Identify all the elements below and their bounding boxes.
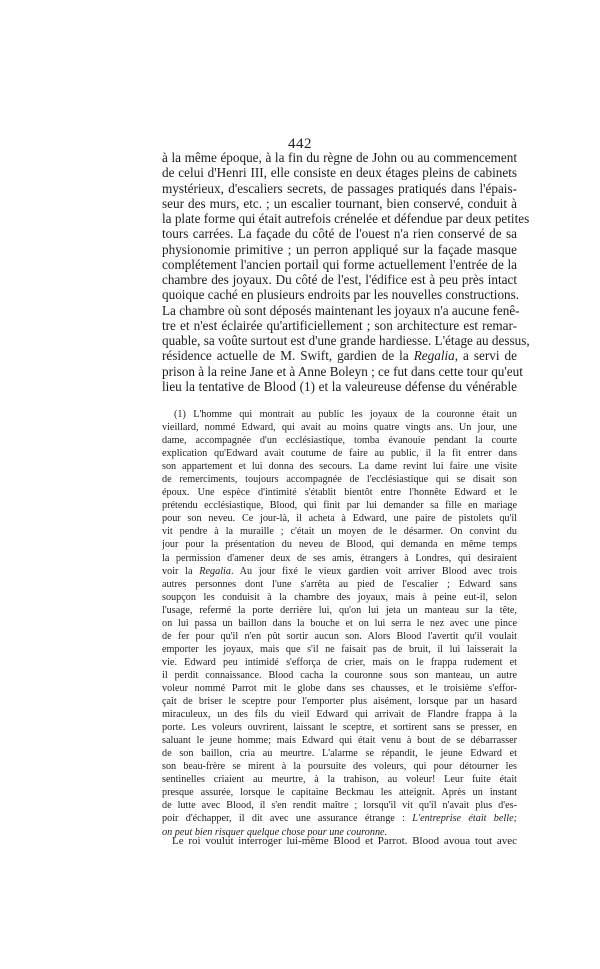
footnote-line: son appartement et lui donna des secours. La dame revint lui faire une visite [162,461,517,473]
main-line: lieu la tentative de Blood (1) et la valeureuse défense du vénérable [162,378,517,394]
main-line: La chambre où sont déposés maintenant les joyaux n'a aucune fenê- [162,302,520,318]
footnote-line: on lui passa un baillon dans la bouche et on lui serra le nez avec une pince [162,617,517,629]
continuation-line: Le roi voulut interroger lui-même Blood et Parrot. Blood avoua tout avec [172,835,517,847]
footnote-line: vie. Edward peu intimidé s'efforça de crier, mais on le frappa rudement et [162,656,517,668]
main-line: à la même époque, à la fin du règne de John ou au commencement [162,150,517,165]
footnote-line: la permission d'amener deux de ses amis, étrangers à Londres, qui desiraient [162,552,517,564]
footnote-line: voleur nommé Parrot mit le globe dans ses chausses, et le troisième s'effor- [162,682,517,694]
main-line-part: , a servi de [454,348,518,364]
main-line: la plate forme qui était autrefois crénelée et défendue par deux petites [162,211,530,226]
regalia-italic: Regalia [413,348,455,364]
footnote-line: sentinelles criaient au meurtre, à la trahison, au voleur! Leur fuite était [162,774,517,786]
main-line: quoique caché en plusieurs endroits par les nouvelles constructions. [162,287,520,303]
footnote-line: soupçon les conduisit à la chambre des joyaux, mais à peine eut-il, selon [162,591,517,603]
footnote-line: de fer pour qu'il n'en pût sortir aucun son. Alors Blood l'avertit qu'il voulait [162,630,517,642]
footnote-line: jour pour la présentation du neveu de Blood, qui demanda en même temps [162,539,517,551]
footnote-line: saluant le jeune homme; mais Edward qui était venu à bout de se débarrasser [162,735,517,747]
main-line: quable, sa voûte surtout est d'une grande hardiesse. L'étage au dessus, [162,333,530,348]
footnote-quote-italic: L'entreprise était belle; [412,813,517,825]
footnote-line-part: poir d'échapper, il dit avec une assurance étrange : [162,813,405,825]
footnote-line: dame, accompagnée d'un ecclésiastique, tomba évanouie pendant la courte [162,435,517,447]
footnote-line: de remerciments, toujours accompagnée de l'ecclésiastique qui se disait son [162,474,517,486]
main-line: seur des murs, etc. ; un escalier tournant, bien conservé, conduit à [162,195,517,211]
main-line: mystérieux, d'escaliers secrets, de passages pratiqués dans l'épais- [162,180,517,196]
footnote-line: de lutte avec Blood, il s'en rendit maître ; lorsqu'il vit qu'il n'avait plus d'es- [162,800,517,812]
regalia-italic: Regalia [199,565,231,577]
footnote-block [162,408,517,839]
footnote-line-part: . Au jour fixé le vieux gardien voit arriver Blood avec trois [230,565,517,577]
footnote-line: çait de briser le sceptre pour l'emporter plus aisément, lorsque par un hasard [162,696,517,708]
footnote-line: son beau-frère se mirent à la poursuite des voleurs, qui pour détourner les [162,761,517,773]
footnote-quote-italic: on peut bien risquer quelque chose pour une couronne. [162,826,388,838]
main-line-part: résidence actuelle de M. Swift, gardien de la [162,348,409,364]
main-line: physionomie primitive ; un perron appliqué sur la façade masque [162,241,517,257]
main-line: de celui d'Henri III, elle consiste en deux étages pleins de cabinets [162,165,517,181]
footnote-line: pour son neveu. Ce jour-là, il acheta à Edward, une paire de pistolets qu'il [162,513,517,525]
footnote-line: miraculeux, un des fils du vieil Edward qui arrivait de Flandre frappa à la [162,709,517,721]
footnote-line: (1) L'homme qui montrait au public les joyaux de la couronne était un [174,409,517,420]
footnote-line: vit pendre à la muraille ; c'était un moyen de le désarmer. On convint du [162,526,517,538]
main-line: tre et n'est éclairée qu'artificiellement ; son architecture est remar- [162,317,517,333]
footnote-line-part: voir la [162,565,193,577]
footnote-line: prétendu ecclésiastique, Blood, qui finit par lui demander sa fille en mariage [162,500,517,512]
footnote-line: de son baillon, cria au meurtre. L'alarme se répandit, le jeune Edward et [162,748,517,760]
footnote-line: porte. Les voleurs ouvrirent, laissant le sceptre, et sortirent sans se presser, en [162,722,517,734]
footnote-line: presque assurée, lorsque le capitaine Beckmau les atteignit. Après un instant [162,787,517,799]
footnote-line [162,565,517,578]
main-line: prison à la reine Jane et à Anne Boleyn ; ce fut dans cette tour qu'eut [162,363,523,379]
footnote-line: explication qu'Edward avait coutume de faire au public, il la fit entrer dans [162,448,517,460]
main-line: tours carrées. La façade du côté de l'ouest n'a rien conservé de sa [162,226,517,242]
main-line: complétement l'ancien portail qui forme actuellement l'entrée de la [162,256,517,272]
footnote-line: emporter les joyaux, mais que s'il ne faisait pas de bruit, il lui laisserait la [162,643,517,655]
footnote-line: autres personnes dont l'une s'arrêta au pied de l'escalier ; Edward sans [162,578,517,590]
footnote-line: époux. Une espèce d'intimité s'établit bientôt entre l'honnête Edward et le [162,487,517,499]
main-text-block [162,150,530,394]
footnote-line: il perdit connaissance. Blood cacha la couronne sous son manteau, un autre [162,669,517,681]
footnote-line [162,812,517,825]
footnote-line: vieillard, nommé Edward, qui avait au moins quatre vingts ans. Un jour, une [162,422,517,434]
page-number: 442 [288,136,312,152]
main-line [162,348,517,363]
footnote-line: l'usage, refermé la porte derrière lui, qu'on lui jeta un manteau sur la tête, [162,604,517,616]
main-line: chambre des joyaux. Du côté de l'est, l'édifice est à peu près intact [162,272,517,287]
